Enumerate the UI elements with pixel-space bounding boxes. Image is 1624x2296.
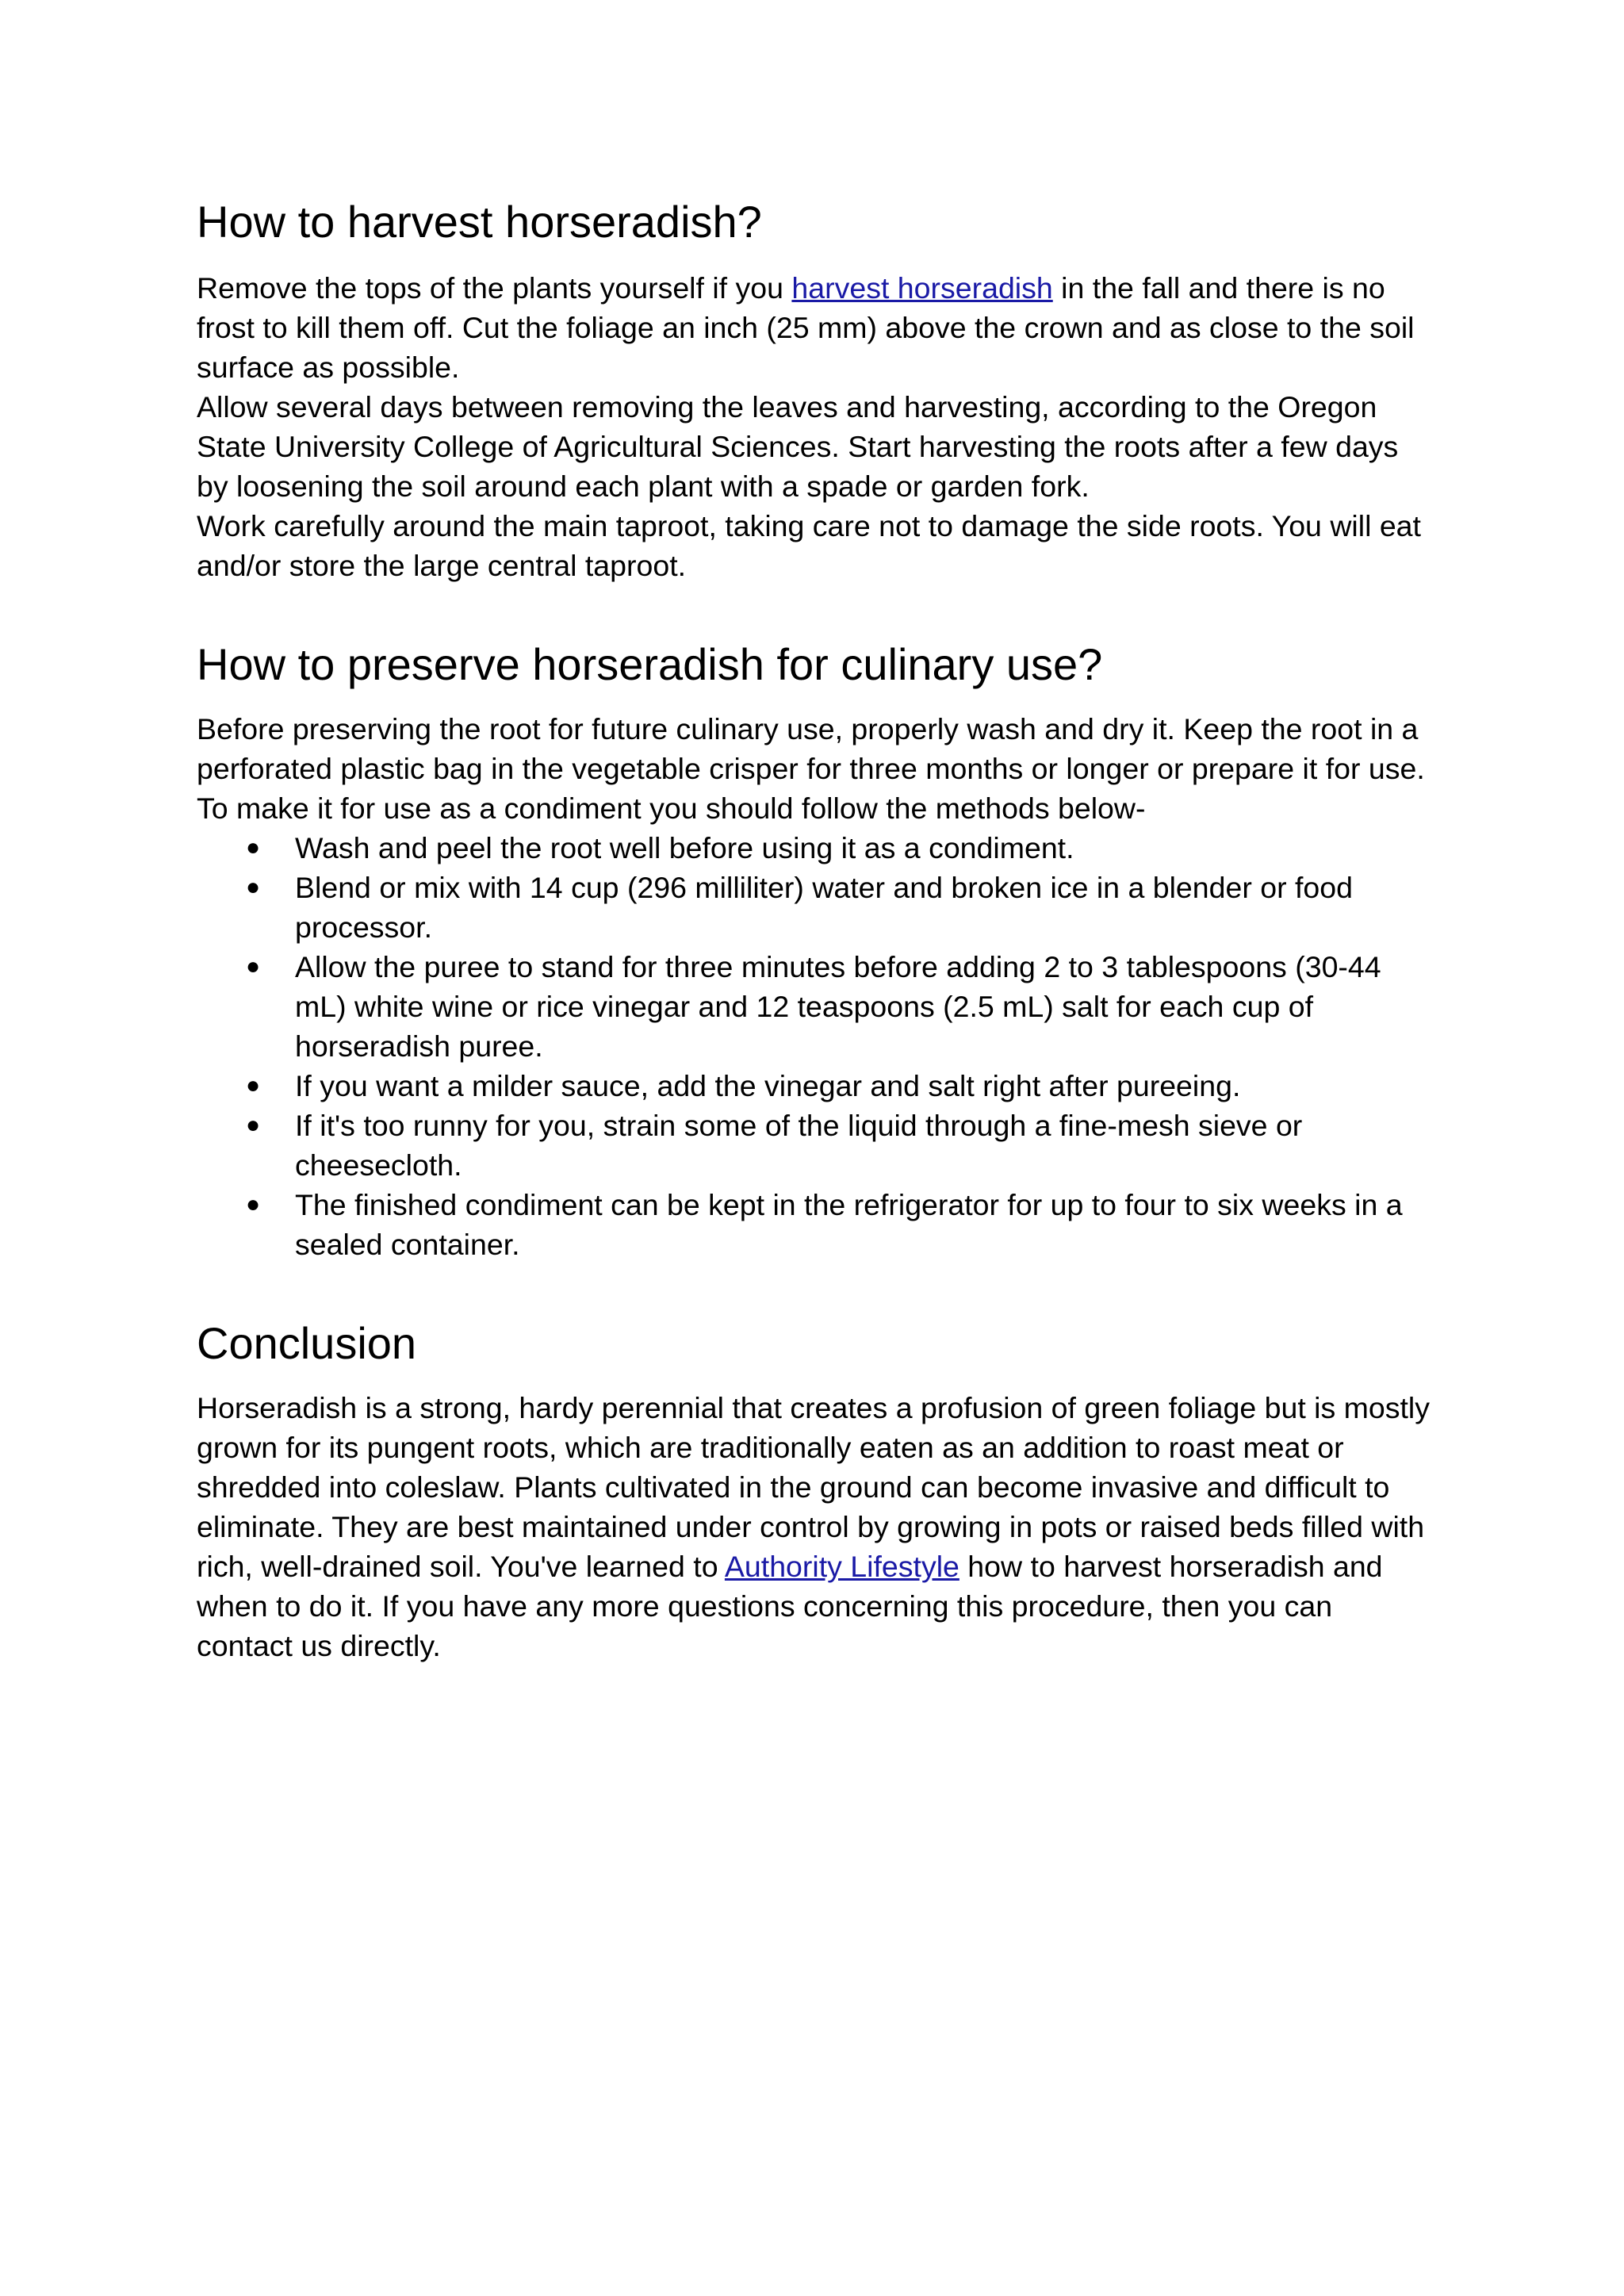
list-item-text: If you want a milder sauce, add the vinegar and salt right after pureeing. bbox=[295, 1069, 1241, 1102]
bullet-icon: ● bbox=[246, 874, 261, 900]
paragraph-text: in the fall and there is no frost to kill them off. Cut the foliage an inch (25 mm) above the crown and as close to the soil surface as possible. bbox=[197, 271, 1415, 384]
method-bullet-list bbox=[197, 828, 1434, 1264]
authority-lifestyle-link[interactable]: Authority Lifestyle bbox=[724, 1550, 959, 1583]
list-item bbox=[197, 1066, 1434, 1106]
list-item-text: Allow the puree to stand for three minutes before adding 2 to 3 tablespoons (30-44 mL) white wine or rice vinegar and 12 teaspoons (2.5 mL) salt for each cup of horseradish puree. bbox=[295, 950, 1381, 1063]
section-heading-conclusion: Conclusion bbox=[197, 1318, 417, 1368]
bullet-icon: ● bbox=[246, 953, 261, 979]
bullet-icon: ● bbox=[246, 1072, 261, 1098]
list-item bbox=[197, 1106, 1434, 1185]
list-item-text: Blend or mix with 14 cup (296 milliliter) water and broken ice in a blender or food processor. bbox=[295, 871, 1353, 944]
paragraph-text: Horseradish is a strong, hardy perennial that creates a profusion of green foliage but is mostly grown for its pungent roots, which are traditionally eaten as an addition to roast meat or shredded into coleslaw. Plants cultivated in the ground can become invasive and difficult to eliminate. They are best maintained under control by growing in pots or raised beds filled with rich, well-drained soil. You've learned to bbox=[197, 1391, 1431, 1583]
list-item bbox=[197, 828, 1434, 868]
list-item bbox=[197, 947, 1434, 1066]
bullet-icon: ● bbox=[246, 834, 261, 861]
paragraph-harvest-1 bbox=[197, 268, 1434, 387]
section-heading-harvest: How to harvest horseradish? bbox=[197, 197, 762, 247]
paragraph-preserve-intro: Before preserving the root for future culinary use, properly wash and dry it. Keep the root in a perforated plastic bag in the vegetable crisper for three months or longer or prepare it for use. To make it for use as a condiment you should follow the methods below- bbox=[197, 712, 1425, 825]
bullet-icon: ● bbox=[246, 1191, 261, 1217]
harvest-horseradish-link[interactable]: harvest horseradish bbox=[791, 271, 1053, 305]
list-item-text: Wash and peel the root well before using it as a condiment. bbox=[295, 831, 1074, 864]
bullet-icon: ● bbox=[246, 1112, 261, 1138]
paragraph-text: Remove the tops of the plants yourself if you bbox=[197, 271, 792, 305]
paragraph-harvest-2: Allow several days between removing the leaves and harvesting, according to the Oregon State University College of Agricultural Sciences. Start harvesting the roots after a few days by loosening the soil around each plant with a spade or garden fork. bbox=[197, 390, 1399, 503]
list-item bbox=[197, 868, 1434, 947]
paragraph-harvest-3: Work carefully around the main taproot, taking care not to damage the side roots. You will eat and/or store the large central taproot. bbox=[197, 509, 1421, 582]
list-item-text: If it's too runny for you, strain some of the liquid through a fine-mesh sieve or cheesecloth. bbox=[295, 1109, 1303, 1182]
paragraph-text: how to harvest horseradish and when to do it. If you have any more questions concerning this procedure, then you can contact us directly. bbox=[197, 1550, 1383, 1662]
list-item bbox=[197, 1185, 1434, 1264]
list-item-text: The finished condiment can be kept in the refrigerator for up to four to six weeks in a sealed container. bbox=[295, 1188, 1403, 1261]
paragraph-conclusion bbox=[197, 1388, 1434, 1665]
section-heading-preserve: How to preserve horseradish for culinary use? bbox=[197, 639, 1103, 689]
